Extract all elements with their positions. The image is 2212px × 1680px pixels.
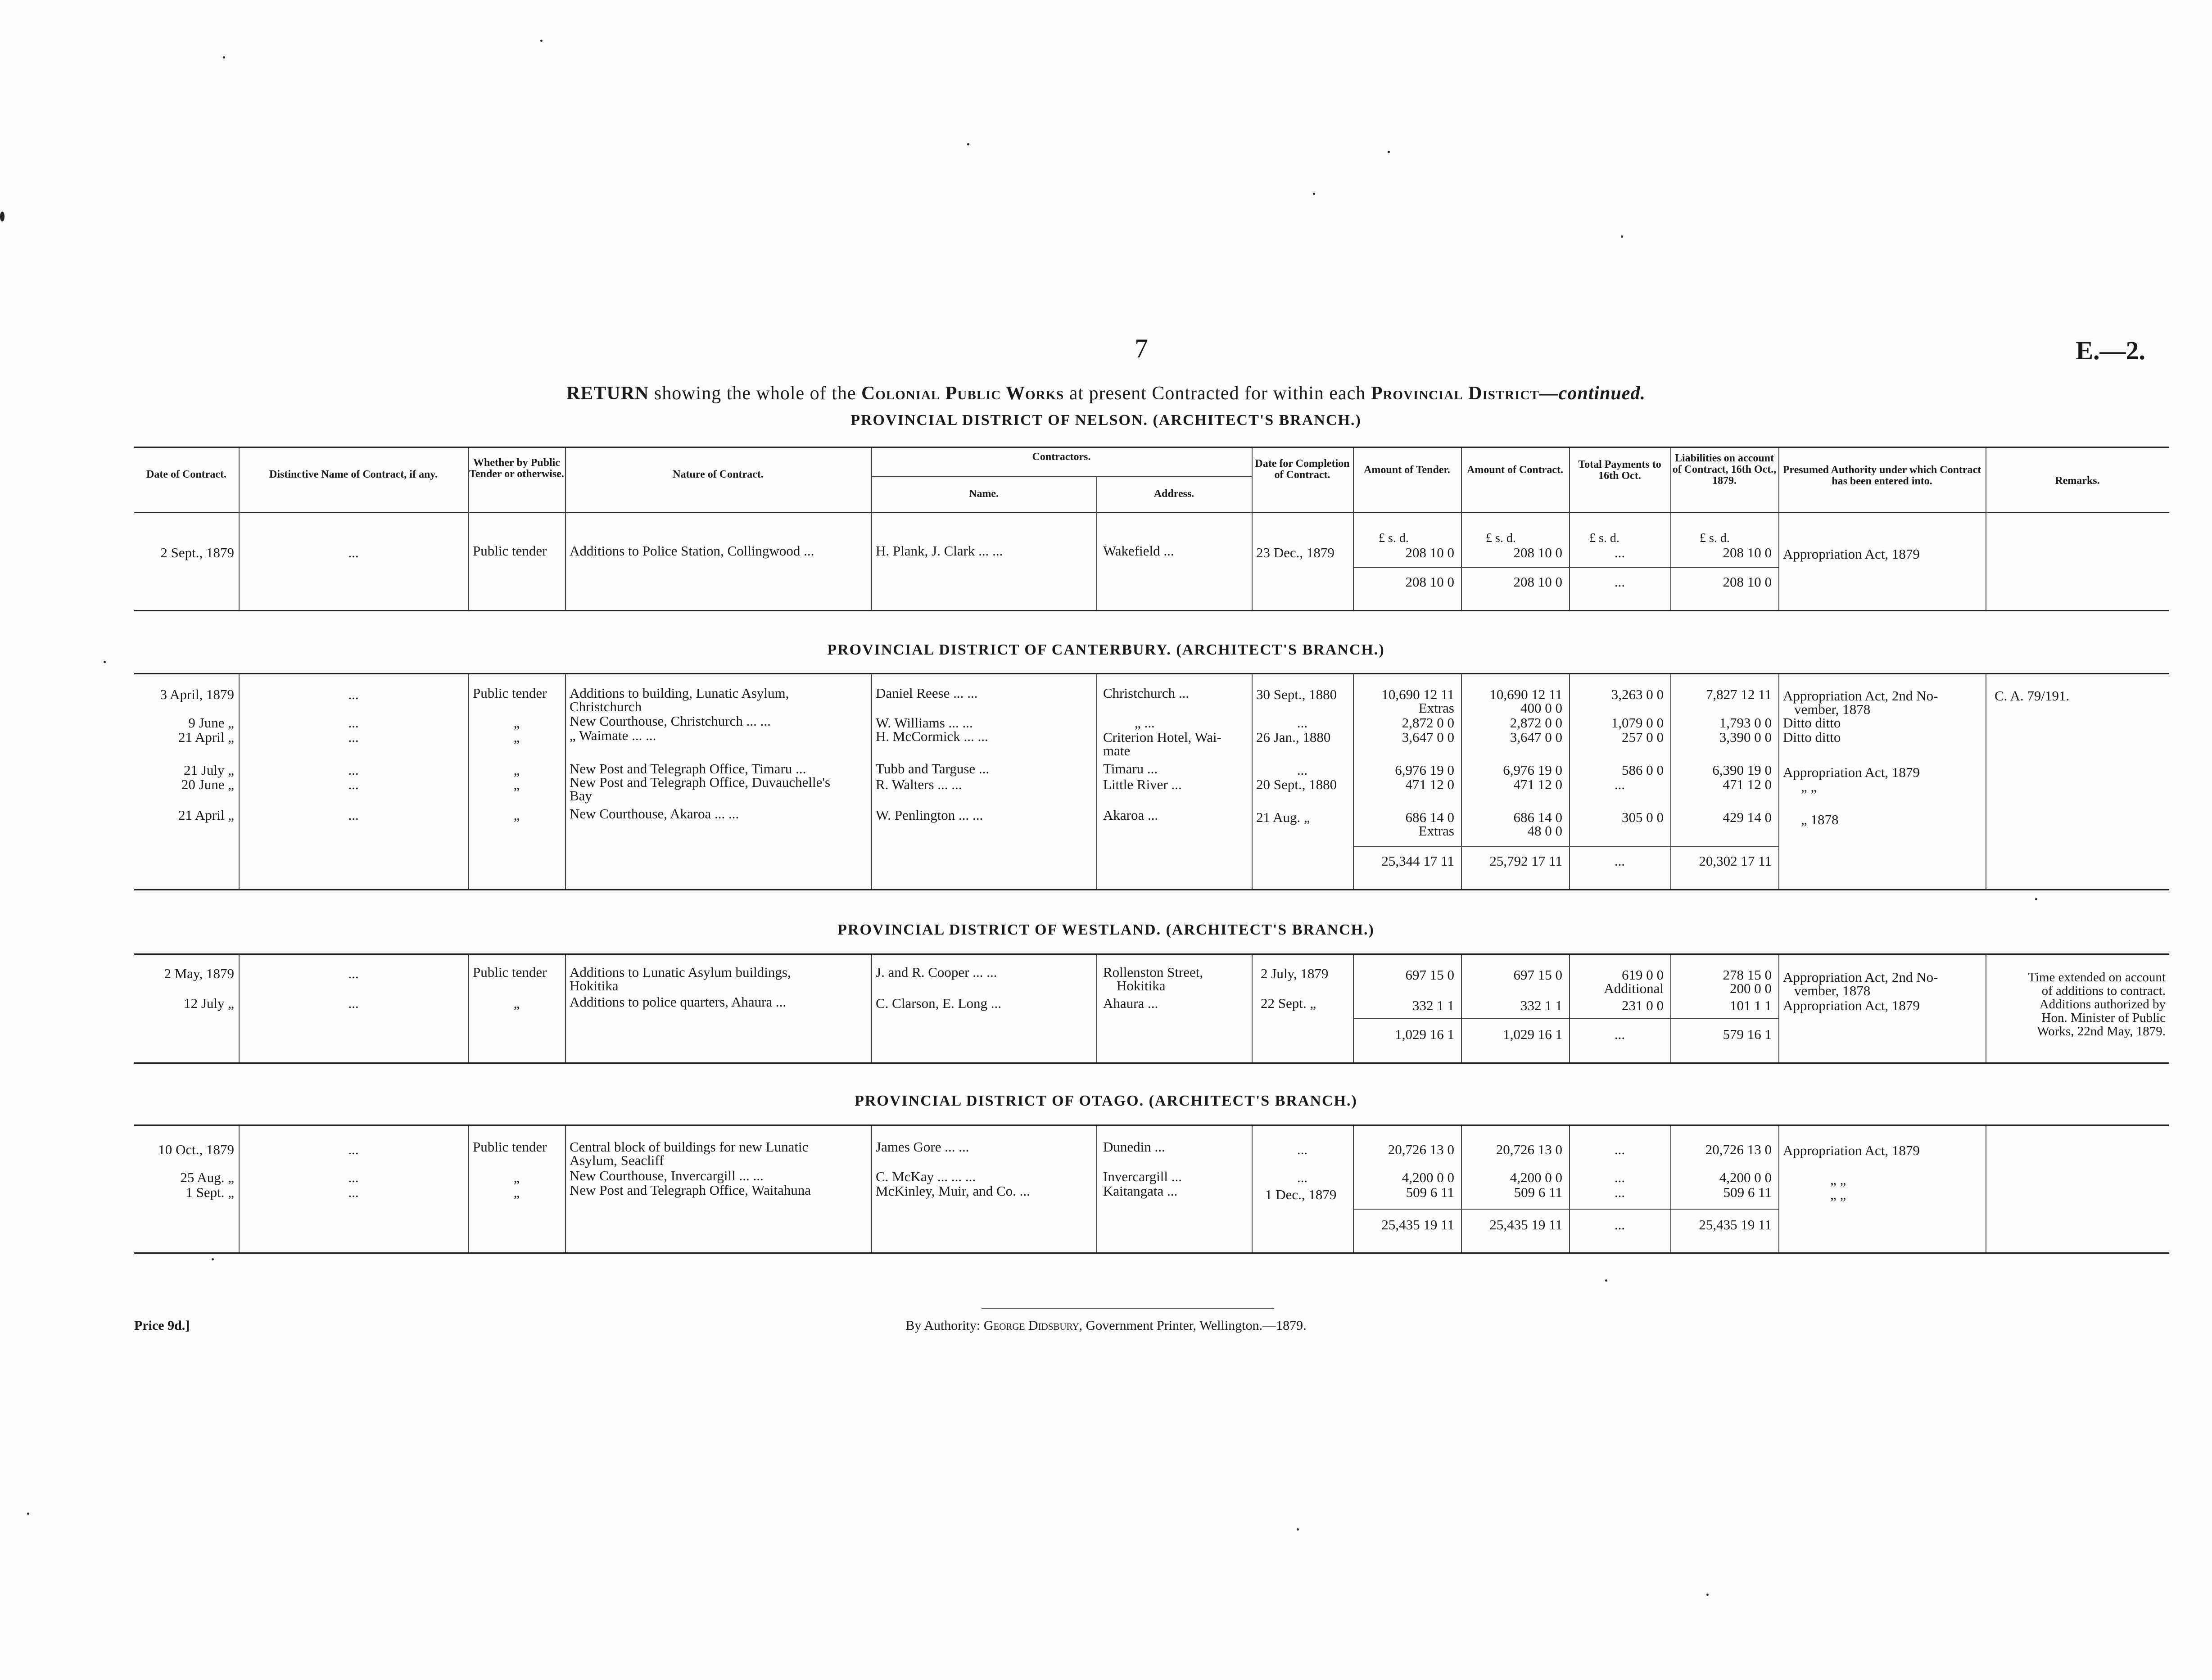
column-rule	[1096, 955, 1097, 1062]
page-number: 7	[1135, 334, 1148, 363]
tender-amount: 509 6 11	[1406, 1184, 1454, 1200]
currency-header: £ s. d.	[1379, 531, 1409, 545]
contractor-address: Wakefield ...	[1103, 543, 1174, 559]
contract-amount: 6,976 19 0	[1503, 762, 1562, 778]
title-smallcaps-1: Colonial Public Works	[861, 383, 1064, 404]
header-liabilities: Liabilities on account of Contract, 16th Oct., 1879.	[1672, 452, 1777, 487]
contract-nature: New Post and Telegraph Office, Duvauchelle's	[570, 774, 831, 790]
total-payments: ...	[1614, 853, 1625, 869]
contractor-address: Dunedin ...	[1103, 1139, 1165, 1155]
contract-amount: 686 14 0	[1513, 809, 1562, 825]
scan-speck	[104, 661, 106, 663]
authority: Appropriation Act, 1879	[1783, 998, 1920, 1013]
contractor-name: Tubb and Targuse ...	[876, 761, 990, 777]
liabilities: 278 15 0	[1723, 967, 1772, 983]
scan-speck	[2035, 898, 2037, 900]
scan-speck	[967, 143, 969, 145]
payments: ...	[1614, 1184, 1625, 1200]
completion-date: 20 Sept., 1880	[1256, 777, 1337, 792]
tender-type: Public tender	[473, 1139, 547, 1155]
tender-type: „	[513, 729, 520, 745]
header-nature: Nature of Contract.	[673, 469, 764, 480]
liabilities: 3,390 0 0	[1719, 729, 1772, 745]
liabilities: 509 6 11	[1723, 1184, 1772, 1200]
contract-date: 2 Sept., 1879	[160, 545, 234, 560]
remarks: Time extended on account	[2028, 970, 2166, 985]
header-distinctive-name: Distinctive Name of Contract, if any.	[269, 469, 438, 480]
district-heading-canterbury: PROVINCIAL DISTRICT OF CANTERBURY. (ARCHITECT'S BRANCH.)	[827, 641, 1385, 658]
subtotal-rule	[1353, 1209, 1778, 1210]
remarks-line-5: Works, 22nd May, 1879.	[2037, 1024, 2166, 1039]
completion-date: 23 Dec., 1879	[1256, 545, 1334, 560]
scan-speck	[1388, 151, 1390, 153]
header-date: Date of Contract.	[146, 469, 226, 480]
header-payments: Total Payments to 16th Oct.	[1578, 459, 1661, 482]
title-suffix: —continued.	[1539, 383, 1646, 404]
currency-header: £ s. d.	[1700, 531, 1730, 545]
payments: 257 0 0	[1622, 729, 1664, 745]
remarks-line-3: Additions authorized by	[2039, 997, 2166, 1012]
tender-amount: 471 12 0	[1405, 777, 1454, 792]
contract-date: 10 Oct., 1879	[158, 1142, 234, 1157]
contract-nature-cont: Hokitika	[570, 978, 619, 994]
contractor-address: Rollenston Street,	[1103, 964, 1203, 980]
column-rule	[565, 955, 566, 1062]
contractor-address: Kaitangata ...	[1103, 1183, 1178, 1199]
contractor-name: C. McKay ... ... ...	[876, 1169, 976, 1184]
contract-amount: 509 6 11	[1514, 1184, 1562, 1200]
contract-amount: 2,872 0 0	[1510, 715, 1562, 731]
payments: ...	[1614, 777, 1625, 792]
section-top-rule	[134, 673, 2169, 674]
contract-amount: 4,200 0 0	[1510, 1170, 1562, 1185]
contract-nature: Additions to Police Station, Collingwood ...	[570, 543, 814, 559]
tender-type: Public tender	[473, 964, 547, 980]
payments: 586 0 0	[1622, 762, 1664, 778]
authority: Ditto ditto	[1783, 715, 1841, 731]
header-contractor-name: Name.	[969, 488, 999, 500]
payments: 619 0 0	[1622, 967, 1664, 983]
payments: ...	[1614, 1142, 1625, 1157]
column-rule	[1252, 955, 1253, 1062]
contract-nature: Additions to police quarters, Ahaura ...	[570, 994, 787, 1010]
header-completion: Date for Completion of Contract.	[1255, 458, 1350, 481]
scan-speck	[1621, 235, 1623, 238]
contract-extras: 400 0 0	[1520, 700, 1562, 716]
remarks-line-2: of additions to contract.	[2041, 984, 2166, 998]
header-remarks: Remarks.	[2055, 475, 2100, 487]
total-liabilities: 20,302 17 11	[1699, 853, 1772, 869]
section-top-rule	[134, 953, 2169, 955]
district-heading-nelson: PROVINCIAL DISTRICT OF NELSON. (ARCHITECT'S BRANCH.)	[850, 412, 1362, 429]
header-contractors: Contractors.	[1032, 451, 1091, 463]
column-rule	[239, 448, 240, 610]
contract-amount: 471 12 0	[1513, 777, 1562, 792]
contract-nature: Central block of buildings for new Lunatic	[570, 1139, 809, 1155]
section-end-rule	[134, 1062, 2169, 1064]
tender-type: „	[513, 715, 520, 731]
contractor-address: Ahaura ...	[1103, 995, 1158, 1011]
liabilities: 208 10 0	[1723, 545, 1772, 560]
scan-speck	[1297, 1528, 1299, 1531]
header-authority: Presumed Authority under which Contract has been entered into.	[1782, 464, 1981, 487]
scan-speck	[223, 56, 225, 59]
column-rule	[1096, 674, 1097, 889]
section-end-rule	[134, 610, 2169, 611]
section-end-rule	[134, 1252, 2169, 1254]
contractor-name: H. Plank, J. Clark ... ...	[876, 543, 1003, 559]
contract-date: 21 April „	[178, 729, 234, 745]
authority: Appropriation Act, 2nd No-	[1783, 688, 1938, 704]
tender-type: „	[513, 1170, 520, 1185]
column-rule	[468, 448, 469, 610]
completion-date: 21 Aug. „	[1256, 809, 1310, 825]
column-rule	[1252, 674, 1253, 889]
remarks: C. A. 79/191.	[1995, 688, 2070, 704]
contractor-name: J. and R. Cooper ... ...	[876, 964, 997, 980]
distinctive-name: ...	[348, 995, 359, 1011]
contract-date: 2 May, 1879	[164, 966, 234, 981]
contractor-name: W. Penlington ... ...	[876, 807, 983, 823]
completion-date: ...	[1297, 715, 1308, 731]
payments: 305 0 0	[1622, 809, 1664, 825]
total-contract: 25,435 19 11	[1489, 1217, 1562, 1233]
column-rule	[565, 448, 566, 610]
distinctive-name: ...	[348, 686, 359, 702]
tender-type: „	[513, 777, 520, 792]
contract-nature: Additions to Lunatic Asylum buildings,	[570, 964, 791, 980]
payments: 1,079 0 0	[1611, 715, 1664, 731]
total-tender: 1,029 16 1	[1395, 1026, 1454, 1042]
page-title	[0, 383, 2212, 404]
imprint-rest: , Government Printer, Wellington.—1879.	[1079, 1318, 1307, 1333]
document-reference: E.—2.	[2076, 336, 2145, 365]
imprint-printer-name: George Didsbury	[983, 1318, 1079, 1333]
scan-speck	[212, 1258, 214, 1260]
tender-type: Public tender	[473, 543, 547, 559]
distinctive-name: ...	[348, 966, 359, 981]
tender-amount: 4,200 0 0	[1402, 1170, 1454, 1185]
title-word: RETURN	[566, 383, 649, 404]
currency-header: £ s. d.	[1589, 531, 1619, 545]
tender-amount: 686 14 0	[1405, 809, 1454, 825]
contractor-name: James Gore ... ...	[876, 1139, 969, 1155]
column-rule	[1096, 476, 1097, 610]
contract-date: 21 April „	[178, 807, 234, 823]
authority: „ „	[1830, 1172, 1846, 1188]
liabilities: 7,827 12 11	[1705, 686, 1772, 702]
contract-nature-cont: Asylum, Seacliff	[570, 1152, 664, 1168]
liabilities: 471 12 0	[1723, 777, 1772, 792]
total-contract: 1,029 16 1	[1503, 1026, 1562, 1042]
contract-date: 21 July „	[184, 762, 234, 778]
header-bottom-rule	[134, 512, 2169, 513]
footer-rule	[982, 1308, 1274, 1309]
contractor-address: Criterion Hotel, Wai-	[1103, 729, 1221, 745]
total-tender: 25,435 19 11	[1381, 1217, 1454, 1233]
tender-amount: 20,726 13 0	[1388, 1142, 1454, 1157]
completion-date: 30 Sept., 1880	[1256, 686, 1337, 702]
contract-amount: 3,647 0 0	[1510, 729, 1562, 745]
distinctive-name: ...	[348, 1142, 359, 1157]
contract-amount: 10,690 12 11	[1489, 686, 1562, 702]
contract-date: 1 Sept. „	[185, 1184, 234, 1200]
liabilities: 20,726 13 0	[1705, 1142, 1772, 1157]
column-rule	[1778, 955, 1779, 1062]
contractor-name: C. Clarson, E. Long ...	[876, 995, 1001, 1011]
payments: ...	[1614, 545, 1625, 560]
header-public-tender: Whether by Public Tender or otherwise.	[469, 457, 564, 480]
district-heading-westland: PROVINCIAL DISTRICT OF WESTLAND. (ARCHITECT'S BRANCH.)	[837, 921, 1375, 938]
liabilities: 6,390 19 0	[1712, 762, 1772, 778]
tender-amount: 3,647 0 0	[1402, 729, 1454, 745]
contractor-name: R. Walters ... ...	[876, 777, 962, 792]
contract-nature: New Post and Telegraph Office, Timaru ...	[570, 761, 806, 777]
column-rule	[1778, 674, 1779, 889]
authority: Appropriation Act, 1879	[1783, 1143, 1920, 1158]
column-rule	[871, 674, 872, 889]
contractor-address: Akaroa ...	[1103, 807, 1158, 823]
authority: Appropriation Act, 1879	[1783, 546, 1920, 562]
scan-speck	[1605, 1279, 1607, 1282]
distinctive-name: ...	[348, 715, 359, 731]
contractor-address: Timaru ...	[1103, 761, 1158, 777]
total-liabilities: 208 10 0	[1723, 574, 1772, 590]
contract-nature: Additions to building, Lunatic Asylum,	[570, 685, 789, 701]
completion-date: 1 Dec., 1879	[1265, 1187, 1337, 1202]
contract-nature: New Courthouse, Christchurch ... ...	[570, 713, 771, 729]
contract-amount: 20,726 13 0	[1496, 1142, 1562, 1157]
scan-speck	[27, 1513, 29, 1515]
column-rule	[565, 674, 566, 889]
payments-additional-label: Additional	[1604, 980, 1664, 996]
imprint-by: By Authority:	[905, 1318, 984, 1333]
tender-amount: 332 1 1	[1412, 998, 1454, 1013]
contract-nature-cont: Bay	[570, 788, 592, 804]
payments: 231 0 0	[1622, 998, 1664, 1013]
tender-type: „	[513, 995, 520, 1011]
section-top-rule	[134, 1125, 2169, 1126]
contract-amount: 332 1 1	[1520, 998, 1562, 1013]
contract-date: 9 June „	[188, 715, 234, 731]
contractor-name: H. McCormick ... ...	[876, 728, 988, 744]
column-rule	[1778, 448, 1779, 610]
contract-amount: 697 15 0	[1513, 967, 1562, 983]
total-payments: ...	[1614, 1217, 1625, 1233]
contract-date: 25 Aug. „	[180, 1170, 234, 1185]
total-tender: 208 10 0	[1405, 574, 1454, 590]
header-contractor-address: Address.	[1153, 488, 1194, 500]
total-liabilities: 25,435 19 11	[1699, 1217, 1772, 1233]
column-rule	[1252, 448, 1253, 610]
contract-nature: New Post and Telegraph Office, Waitahuna	[570, 1182, 811, 1198]
tender-type: Public tender	[473, 685, 547, 701]
completion-date: 26 Jan., 1880	[1256, 729, 1331, 745]
contract-amount: 208 10 0	[1513, 545, 1562, 560]
contract-date: 3 April, 1879	[160, 686, 234, 702]
contractors-subrule	[871, 476, 1252, 477]
scan-speck	[540, 40, 543, 42]
total-payments: ...	[1614, 1026, 1625, 1042]
contract-nature-cont: Christchurch	[570, 699, 642, 714]
contract-nature: „ Waimate ... ...	[570, 727, 656, 743]
scan-speck	[1313, 193, 1315, 195]
contract-date: 20 June „	[181, 777, 234, 792]
column-rule	[1778, 1126, 1779, 1252]
distinctive-name: ...	[348, 545, 359, 560]
authority: „ „	[1801, 779, 1817, 795]
completion-date: ...	[1297, 1142, 1308, 1157]
distinctive-name: ...	[348, 1170, 359, 1185]
column-rule	[871, 448, 872, 610]
subtotal-rule	[1353, 567, 1778, 568]
header-top-rule	[134, 447, 2169, 448]
authority: Appropriation Act, 2nd No-	[1783, 969, 1938, 985]
contractor-address: Christchurch ...	[1103, 685, 1190, 701]
header-contract-amount: Amount of Contract.	[1467, 464, 1563, 476]
contractor-address: Little River ...	[1103, 777, 1182, 792]
authority: „ „	[1830, 1187, 1846, 1202]
authority: „ 1878	[1801, 812, 1839, 827]
authority-cont: vember, 1878	[1794, 983, 1871, 998]
title-text-2: at present Contracted for within each	[1064, 383, 1371, 404]
liabilities: 1,793 0 0	[1719, 715, 1772, 731]
column-rule	[1096, 1126, 1097, 1252]
completion-date: 22 Sept. „	[1261, 995, 1316, 1011]
tender-amount: 6,976 19 0	[1395, 762, 1454, 778]
scan-speck	[0, 212, 5, 221]
distinctive-name: ...	[348, 762, 359, 778]
liabilities: 4,200 0 0	[1719, 1170, 1772, 1185]
tender-type: „	[513, 762, 520, 778]
total-payments: ...	[1614, 574, 1625, 590]
payments: ...	[1614, 1170, 1625, 1185]
header-tender-amount: Amount of Tender.	[1364, 464, 1450, 476]
column-rule	[871, 955, 872, 1062]
distinctive-name: ...	[348, 1184, 359, 1200]
contractor-address-cont: Hokitika	[1117, 978, 1166, 994]
total-contract: 208 10 0	[1513, 574, 1562, 590]
tender-type: „	[513, 807, 520, 823]
payments: 3,263 0 0	[1611, 686, 1664, 702]
subtotal-rule	[1353, 1018, 1778, 1019]
contractor-name: McKinley, Muir, and Co. ...	[876, 1183, 1030, 1199]
column-rule	[871, 1126, 872, 1252]
tender-amount: 2,872 0 0	[1402, 715, 1454, 731]
total-contract: 25,792 17 11	[1489, 853, 1562, 869]
tender-amount: 10,690 12 11	[1381, 686, 1454, 702]
completion-date: ...	[1297, 762, 1308, 778]
contractor-address-cont: mate	[1103, 743, 1131, 759]
price-label: Price 9d.]	[134, 1318, 190, 1333]
authority-cont: vember, 1878	[1794, 701, 1871, 717]
scan-speck	[1706, 1594, 1709, 1596]
liabilities-additional: 200 0 0	[1730, 980, 1772, 996]
currency-header: £ s. d.	[1486, 531, 1516, 545]
contractor-address: „ ...	[1135, 715, 1155, 731]
district-heading-otago: PROVINCIAL DISTRICT OF OTAGO. (ARCHITECT'S BRANCH.)	[855, 1093, 1357, 1109]
title-smallcaps-2: Provincial District	[1371, 383, 1539, 404]
column-rule	[565, 1126, 566, 1252]
remarks-line-4: Hon. Minister of Public	[2041, 1011, 2166, 1025]
subtotal-rule	[1353, 846, 1778, 847]
completion-date: 2 July, 1879	[1261, 966, 1329, 981]
distinctive-name: ...	[348, 777, 359, 792]
contract-nature: New Courthouse, Invercargill ... ...	[570, 1168, 764, 1183]
contract-extras: 48 0 0	[1527, 823, 1562, 839]
contract-nature: New Courthouse, Akaroa ... ...	[570, 806, 739, 822]
liabilities: 101 1 1	[1730, 998, 1772, 1013]
liabilities: 429 14 0	[1723, 809, 1772, 825]
distinctive-name: ...	[348, 807, 359, 823]
authority: Appropriation Act, 1879	[1783, 764, 1920, 780]
contractor-name: W. Williams ... ...	[876, 715, 973, 731]
tender-type: „	[513, 1184, 520, 1200]
contractor-name: Daniel Reese ... ...	[876, 685, 978, 701]
contractor-address: Invercargill ...	[1103, 1169, 1182, 1184]
title-text-1: showing the whole of the	[649, 383, 861, 404]
total-liabilities: 579 16 1	[1723, 1026, 1772, 1042]
tender-extras-label: Extras	[1418, 700, 1454, 716]
tender-extras-label: Extras	[1418, 823, 1454, 839]
authority: Ditto ditto	[1783, 729, 1841, 745]
contract-date: 12 July „	[184, 995, 234, 1011]
section-end-rule	[134, 889, 2169, 890]
completion-date: ...	[1297, 1170, 1308, 1185]
printer-imprint	[0, 1318, 2212, 1333]
tender-amount: 697 15 0	[1405, 967, 1454, 983]
tender-amount: 208 10 0	[1405, 545, 1454, 560]
total-tender: 25,344 17 11	[1381, 853, 1454, 869]
distinctive-name: ...	[348, 729, 359, 745]
